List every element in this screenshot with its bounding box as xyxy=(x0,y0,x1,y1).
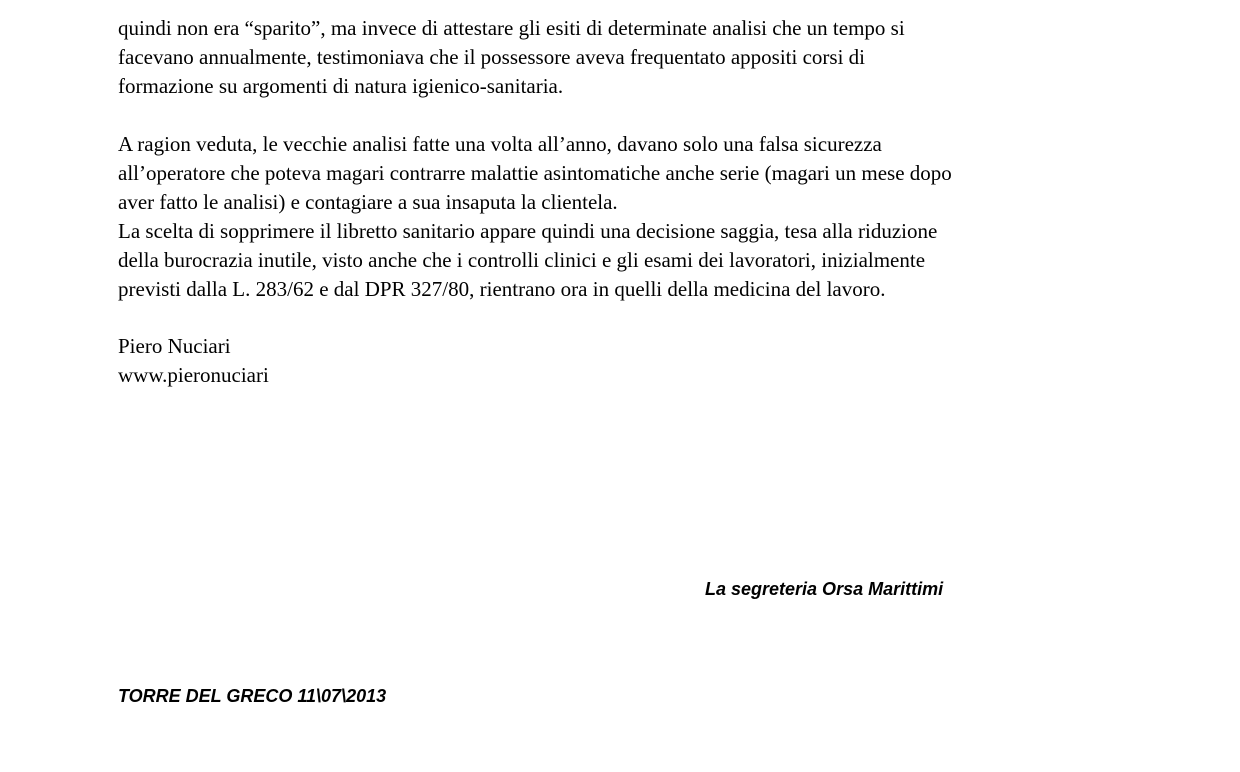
paragraph-line: previsti dalla L. 283/62 e dal DPR 327/80, rientrano ora in quelli della medicina del lavoro. xyxy=(118,277,886,301)
paragraph-1 xyxy=(118,14,1178,101)
paragraph-2 xyxy=(118,130,1178,217)
paragraph-line: La scelta di sopprimere il libretto sanitario appare quindi una decisione saggia, tesa alla riduzione xyxy=(118,219,938,243)
paragraph-line: A ragion veduta, le vecchie analisi fatte una volta all’anno, davano solo una falsa sicurezza xyxy=(118,132,882,156)
paragraph-3 xyxy=(118,217,1178,304)
paragraph-line: facevano annualmente, testimoniava che il possessore aveva frequentato appositi corsi di xyxy=(118,45,865,69)
paragraph-line: quindi non era “sparito”, ma invece di attestare gli esiti di determinate analisi che un tempo si xyxy=(118,16,905,40)
signature-name: Piero Nuciari xyxy=(118,334,231,358)
signature-block xyxy=(118,332,1178,390)
segreteria-signoff: La segreteria Orsa Marittimi xyxy=(705,579,944,599)
paragraph-line: della burocrazia inutile, visto anche che i controlli clinici e gli esami dei lavoratori, inizialmente xyxy=(118,248,926,272)
signature-website: www.pieronuciari xyxy=(118,363,269,387)
paragraph-line: aver fatto le analisi) e contagiare a sua insaputa la clientela. xyxy=(118,190,618,214)
place-date: TORRE DEL GRECO 11\07\2013 xyxy=(118,686,387,706)
paragraph-line: formazione su argomenti di natura igienico-sanitaria. xyxy=(118,74,564,98)
paragraph-line: all’operatore che poteva magari contrarre malattie asintomatiche anche serie (magari un mese dopo xyxy=(118,161,952,185)
